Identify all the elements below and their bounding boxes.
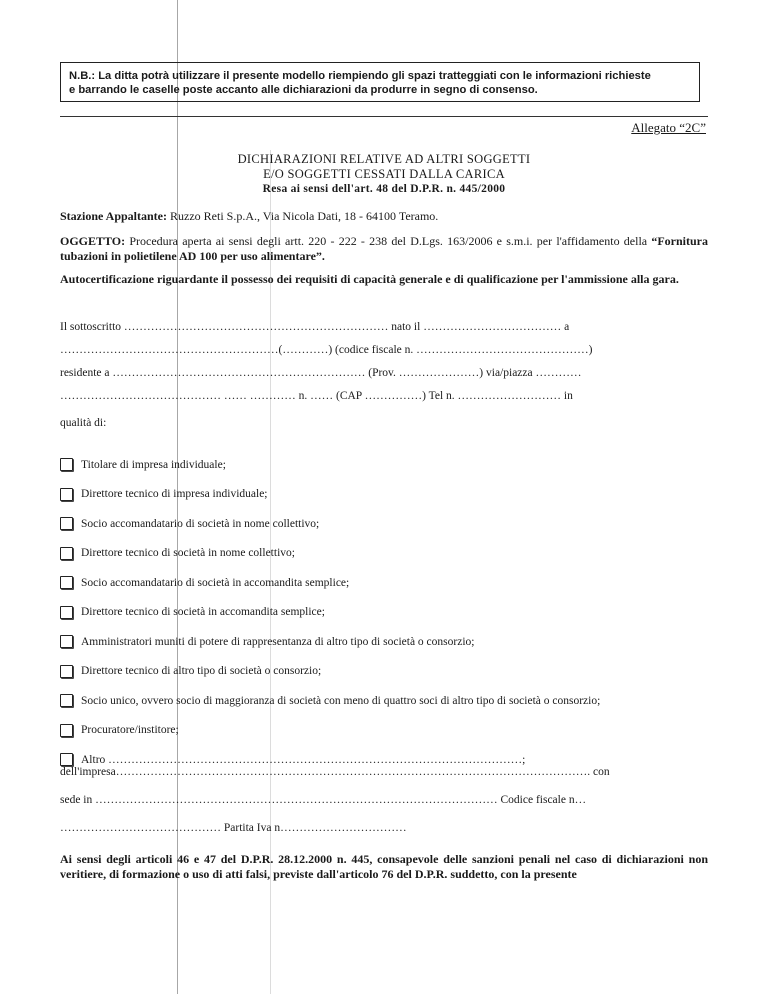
checkbox-icon[interactable] — [60, 724, 73, 737]
field-sede[interactable]: sede in …………………………………………………………………………………………… Codice fiscale n… — [60, 794, 587, 806]
autocertificazione: Autocertificazione riguardante il possesso dei requisiti di capacità generale e di qualificazione per l'ammissione alla gara. — [60, 272, 679, 286]
option-titolare[interactable] — [60, 450, 708, 480]
option-procuratore[interactable] — [60, 716, 708, 746]
option-label: Procuratore/institore; — [81, 724, 179, 737]
checkbox-icon[interactable] — [60, 753, 73, 766]
oggetto-label: OGGETTO: — [60, 234, 126, 248]
title-line-2: E/O SOGGETTI CESSATI DALLA CARICA — [263, 167, 505, 181]
option-label: Direttore tecnico di società in accomandita semplice; — [81, 606, 325, 619]
qualita-options — [60, 450, 708, 775]
oggetto-text: Procedura aperta ai sensi degli artt. 220 - 222 - 238 del D.Lgs. 163/2006 e s.m.i. per l'affidamento della — [125, 234, 652, 248]
field-indirizzo[interactable]: …………………………………… …… ………… n. …… (CAP ……………) Tel n. ……………………… in — [60, 390, 573, 402]
title-line-1: DICHIARAZIONI RELATIVE AD ALTRI SOGGETTI — [237, 152, 531, 166]
allegato-label: Allegato “2C” — [631, 120, 706, 135]
checkbox-icon[interactable] — [60, 635, 73, 648]
field-partita-iva[interactable]: …………………………………… Partita Iva n…………………………… — [60, 822, 407, 834]
checkbox-icon[interactable] — [60, 694, 73, 707]
oggetto-bold: “Fornitura tubazioni in polietilene AD 100 per uso alimentare”. — [60, 234, 708, 263]
option-label: Socio unico, ovvero socio di maggioranza di società con meno di quattro soci di altro tipo di società o consorzio; — [81, 694, 601, 707]
option-direttore-accomandita[interactable] — [60, 598, 708, 628]
option-socio-unico[interactable] — [60, 686, 708, 716]
stazione-appaltante — [60, 209, 708, 224]
document-title — [0, 152, 768, 197]
nb-notice-box — [60, 62, 700, 102]
option-label: Titolare di impresa individuale; — [81, 458, 226, 471]
option-socio-collettivo[interactable] — [60, 509, 708, 539]
checkbox-icon[interactable] — [60, 665, 73, 678]
option-label: Socio accomandatario di società in accomandita semplice; — [81, 576, 350, 589]
option-amministratori[interactable] — [60, 627, 708, 657]
field-impresa[interactable]: dell'impresa……………………………………………………………………………………………………………. con — [60, 766, 610, 778]
field-sottoscritto[interactable]: Il sottoscritto …………………………………………………………… nato il ……………………………… a — [60, 321, 570, 333]
oggetto — [60, 234, 708, 264]
option-label: Altro ………………………………………………………………………………………………; — [81, 753, 526, 766]
qualita-label: qualità di: — [60, 417, 107, 429]
nb-line-1: N.B.: La ditta potrà utilizzare il presente modello riempiendo gli spazi tratteggiati con le informazioni richieste — [69, 70, 651, 82]
checkbox-icon[interactable] — [60, 458, 73, 471]
stazione-label: Stazione Appaltante: — [60, 209, 168, 223]
field-codice-fiscale[interactable]: …………………………………………………(…………) (codice fiscale n. ………………………………………) — [60, 344, 593, 356]
option-direttore-altro[interactable] — [60, 657, 708, 687]
checkbox-icon[interactable] — [60, 547, 73, 560]
checkbox-icon[interactable] — [60, 606, 73, 619]
option-label: Amministratori muniti di potere di rappresentanza di altro tipo di società o consorzio; — [81, 635, 475, 648]
header-rule — [60, 116, 708, 117]
stazione-value: Ruzzo Reti S.p.A., Via Nicola Dati, 18 - 64100 Teramo. — [167, 209, 439, 223]
option-direttore-collettivo[interactable] — [60, 539, 708, 569]
nb-line-2: e barrando le caselle poste accanto alle dichiarazioni da produrre in segno di consenso. — [69, 84, 538, 96]
final-declaration: Ai sensi degli articoli 46 e 47 del D.P.R. 28.12.2000 n. 445, consapevole delle sanzioni penali nel caso di dichiarazioni non veritiere, di formazione o uso di atti falsi, previste dall'articolo 76 del D.P.R. suddetto, con la presente — [60, 852, 708, 881]
option-direttore-individuale[interactable] — [60, 480, 708, 510]
option-socio-accomandita[interactable] — [60, 568, 708, 598]
title-line-3: Resa ai sensi dell'art. 48 del D.P.R. n. 445/2000 — [262, 183, 506, 195]
option-label: Direttore tecnico di società in nome collettivo; — [81, 547, 295, 560]
option-label: Direttore tecnico di altro tipo di società o consorzio; — [81, 665, 322, 678]
option-label: Socio accomandatario di società in nome collettivo; — [81, 517, 320, 530]
checkbox-icon[interactable] — [60, 576, 73, 589]
option-label: Direttore tecnico di impresa individuale; — [81, 488, 268, 501]
checkbox-icon[interactable] — [60, 517, 73, 530]
checkbox-icon[interactable] — [60, 488, 73, 501]
field-residente[interactable]: residente a ………………………………………………………… (Prov. …………………) via/piazza ………… — [60, 367, 582, 379]
